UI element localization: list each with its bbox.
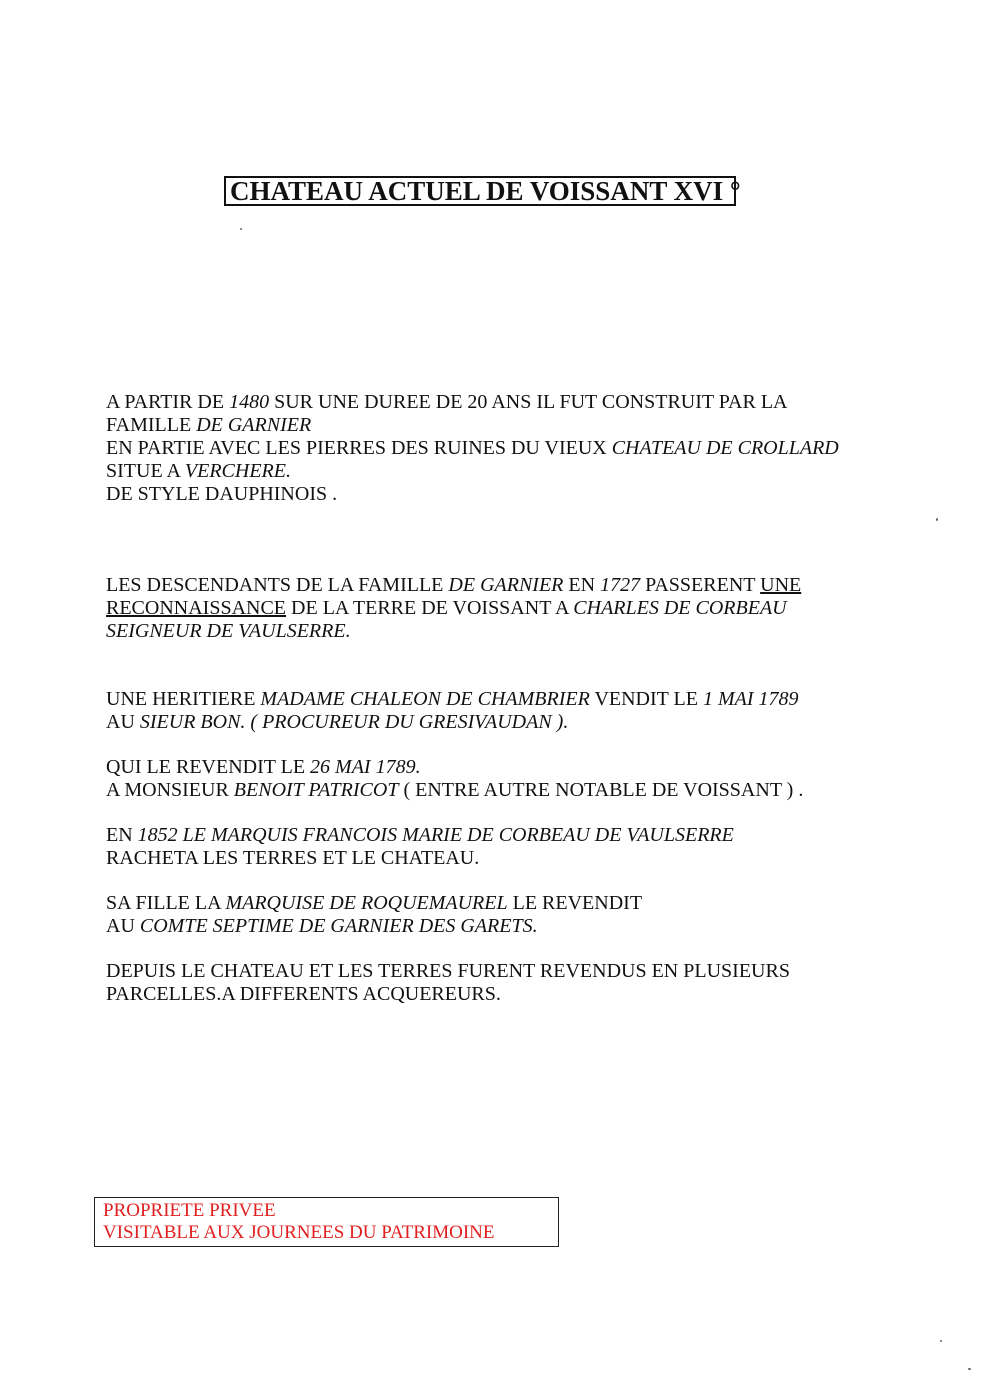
notice-line-1: PROPRIETE PRIVEE — [103, 1200, 276, 1221]
paragraph-heiress — [106, 688, 799, 734]
paragraph-descendants — [106, 574, 801, 643]
text-line — [106, 437, 839, 460]
text-line — [106, 620, 801, 643]
paragraph-parcels — [106, 960, 790, 1006]
text: 1 MAI 1789 — [702, 688, 799, 710]
text: QUI LE REVENDIT LE — [106, 756, 311, 778]
text: EN PARTIE AVEC LES PIERRES DES RUINES DU VIEUX — [106, 437, 612, 459]
text-line: PARCELLES.A DIFFERENTS ACQUEREURS. — [106, 983, 501, 1005]
text-line — [106, 779, 803, 802]
text: VERCHERE. — [184, 460, 291, 482]
text: ( ENTRE AUTRE NOTABLE DE VOISSANT ) . — [398, 779, 804, 801]
text-line — [106, 688, 799, 711]
text-line — [106, 756, 803, 779]
text-line — [106, 597, 801, 620]
paragraph-marquis — [106, 824, 734, 870]
text-line — [106, 574, 801, 597]
text: DE GARNIER — [448, 574, 564, 596]
text-line: DE STYLE DAUPHINOIS . — [106, 483, 338, 505]
text: MADAME CHALEON DE CHAMBRIER — [260, 688, 590, 710]
page-title — [224, 176, 741, 206]
paragraph-construction — [106, 391, 839, 506]
paragraph-resale — [106, 756, 803, 802]
text: CHATEAU DE CROLLARD — [611, 437, 839, 459]
text: DE LA TERRE DE VOISSANT A — [286, 597, 574, 619]
text-line — [106, 711, 799, 734]
text: 26 MAI 1789. — [310, 756, 421, 778]
text: MARQUISE DE ROQUEMAUREL — [225, 892, 508, 914]
text: 1727 — [600, 574, 641, 596]
text: BENOIT PATRICOT — [233, 779, 399, 801]
text: EN — [106, 824, 138, 846]
text: SUR UNE DUREE DE 20 ANS IL FUT CONSTRUIT PAR LA — [269, 391, 788, 413]
text: 1852 LE MARQUIS FRANCOIS MARIE DE CORBEAU DE VAULSERRE — [137, 824, 734, 846]
paragraph-marquise — [106, 892, 642, 938]
text: SITUE A — [106, 460, 185, 482]
text: FAMILLE — [106, 414, 197, 436]
text: LE REVENDIT — [507, 892, 643, 914]
text: AU — [106, 711, 140, 733]
scan-speck — [940, 1340, 942, 1342]
text: SIEUR BON. ( PROCUREUR DU GRESIVAUDAN ). — [139, 711, 569, 733]
text-line — [106, 414, 839, 437]
text-line — [106, 391, 839, 414]
private-property-notice — [94, 1197, 559, 1247]
text: A MONSIEUR — [106, 779, 234, 801]
scan-speck — [240, 228, 242, 230]
scan-speck — [936, 518, 938, 521]
text-line — [106, 915, 642, 938]
text: RECONNAISSANCE — [106, 597, 287, 619]
text-line — [106, 892, 642, 915]
text: 1480 — [229, 391, 270, 413]
text-line — [106, 460, 839, 483]
text: DE GARNIER — [196, 414, 312, 436]
text: UNE — [760, 574, 802, 596]
text: EN — [563, 574, 601, 596]
text: SEIGNEUR DE VAULSERRE. — [106, 620, 351, 642]
text: COMTE SEPTIME DE GARNIER DES GARETS. — [139, 915, 538, 937]
text-line — [106, 824, 734, 847]
text: SA FILLE LA — [106, 892, 226, 914]
text-line: DEPUIS LE CHATEAU ET LES TERRES FURENT REVENDUS EN PLUSIEURS — [106, 960, 790, 982]
scan-speck — [968, 1368, 971, 1370]
text-line: RACHETA LES TERRES ET LE CHATEAU. — [106, 847, 480, 869]
text: PASSERENT — [640, 574, 761, 596]
text: LES DESCENDANTS DE LA FAMILLE — [106, 574, 449, 596]
text: CHARLES DE CORBEAU — [573, 597, 787, 619]
notice-line-2: VISITABLE AUX JOURNEES DU PATRIMOINE — [103, 1222, 495, 1243]
text: VENDIT LE — [589, 688, 703, 710]
title-text: CHATEAU ACTUEL DE VOISSANT XVI ° — [230, 176, 741, 206]
text: AU — [106, 915, 140, 937]
text: UNE HERITIERE — [106, 688, 261, 710]
text: A PARTIR DE — [106, 391, 230, 413]
